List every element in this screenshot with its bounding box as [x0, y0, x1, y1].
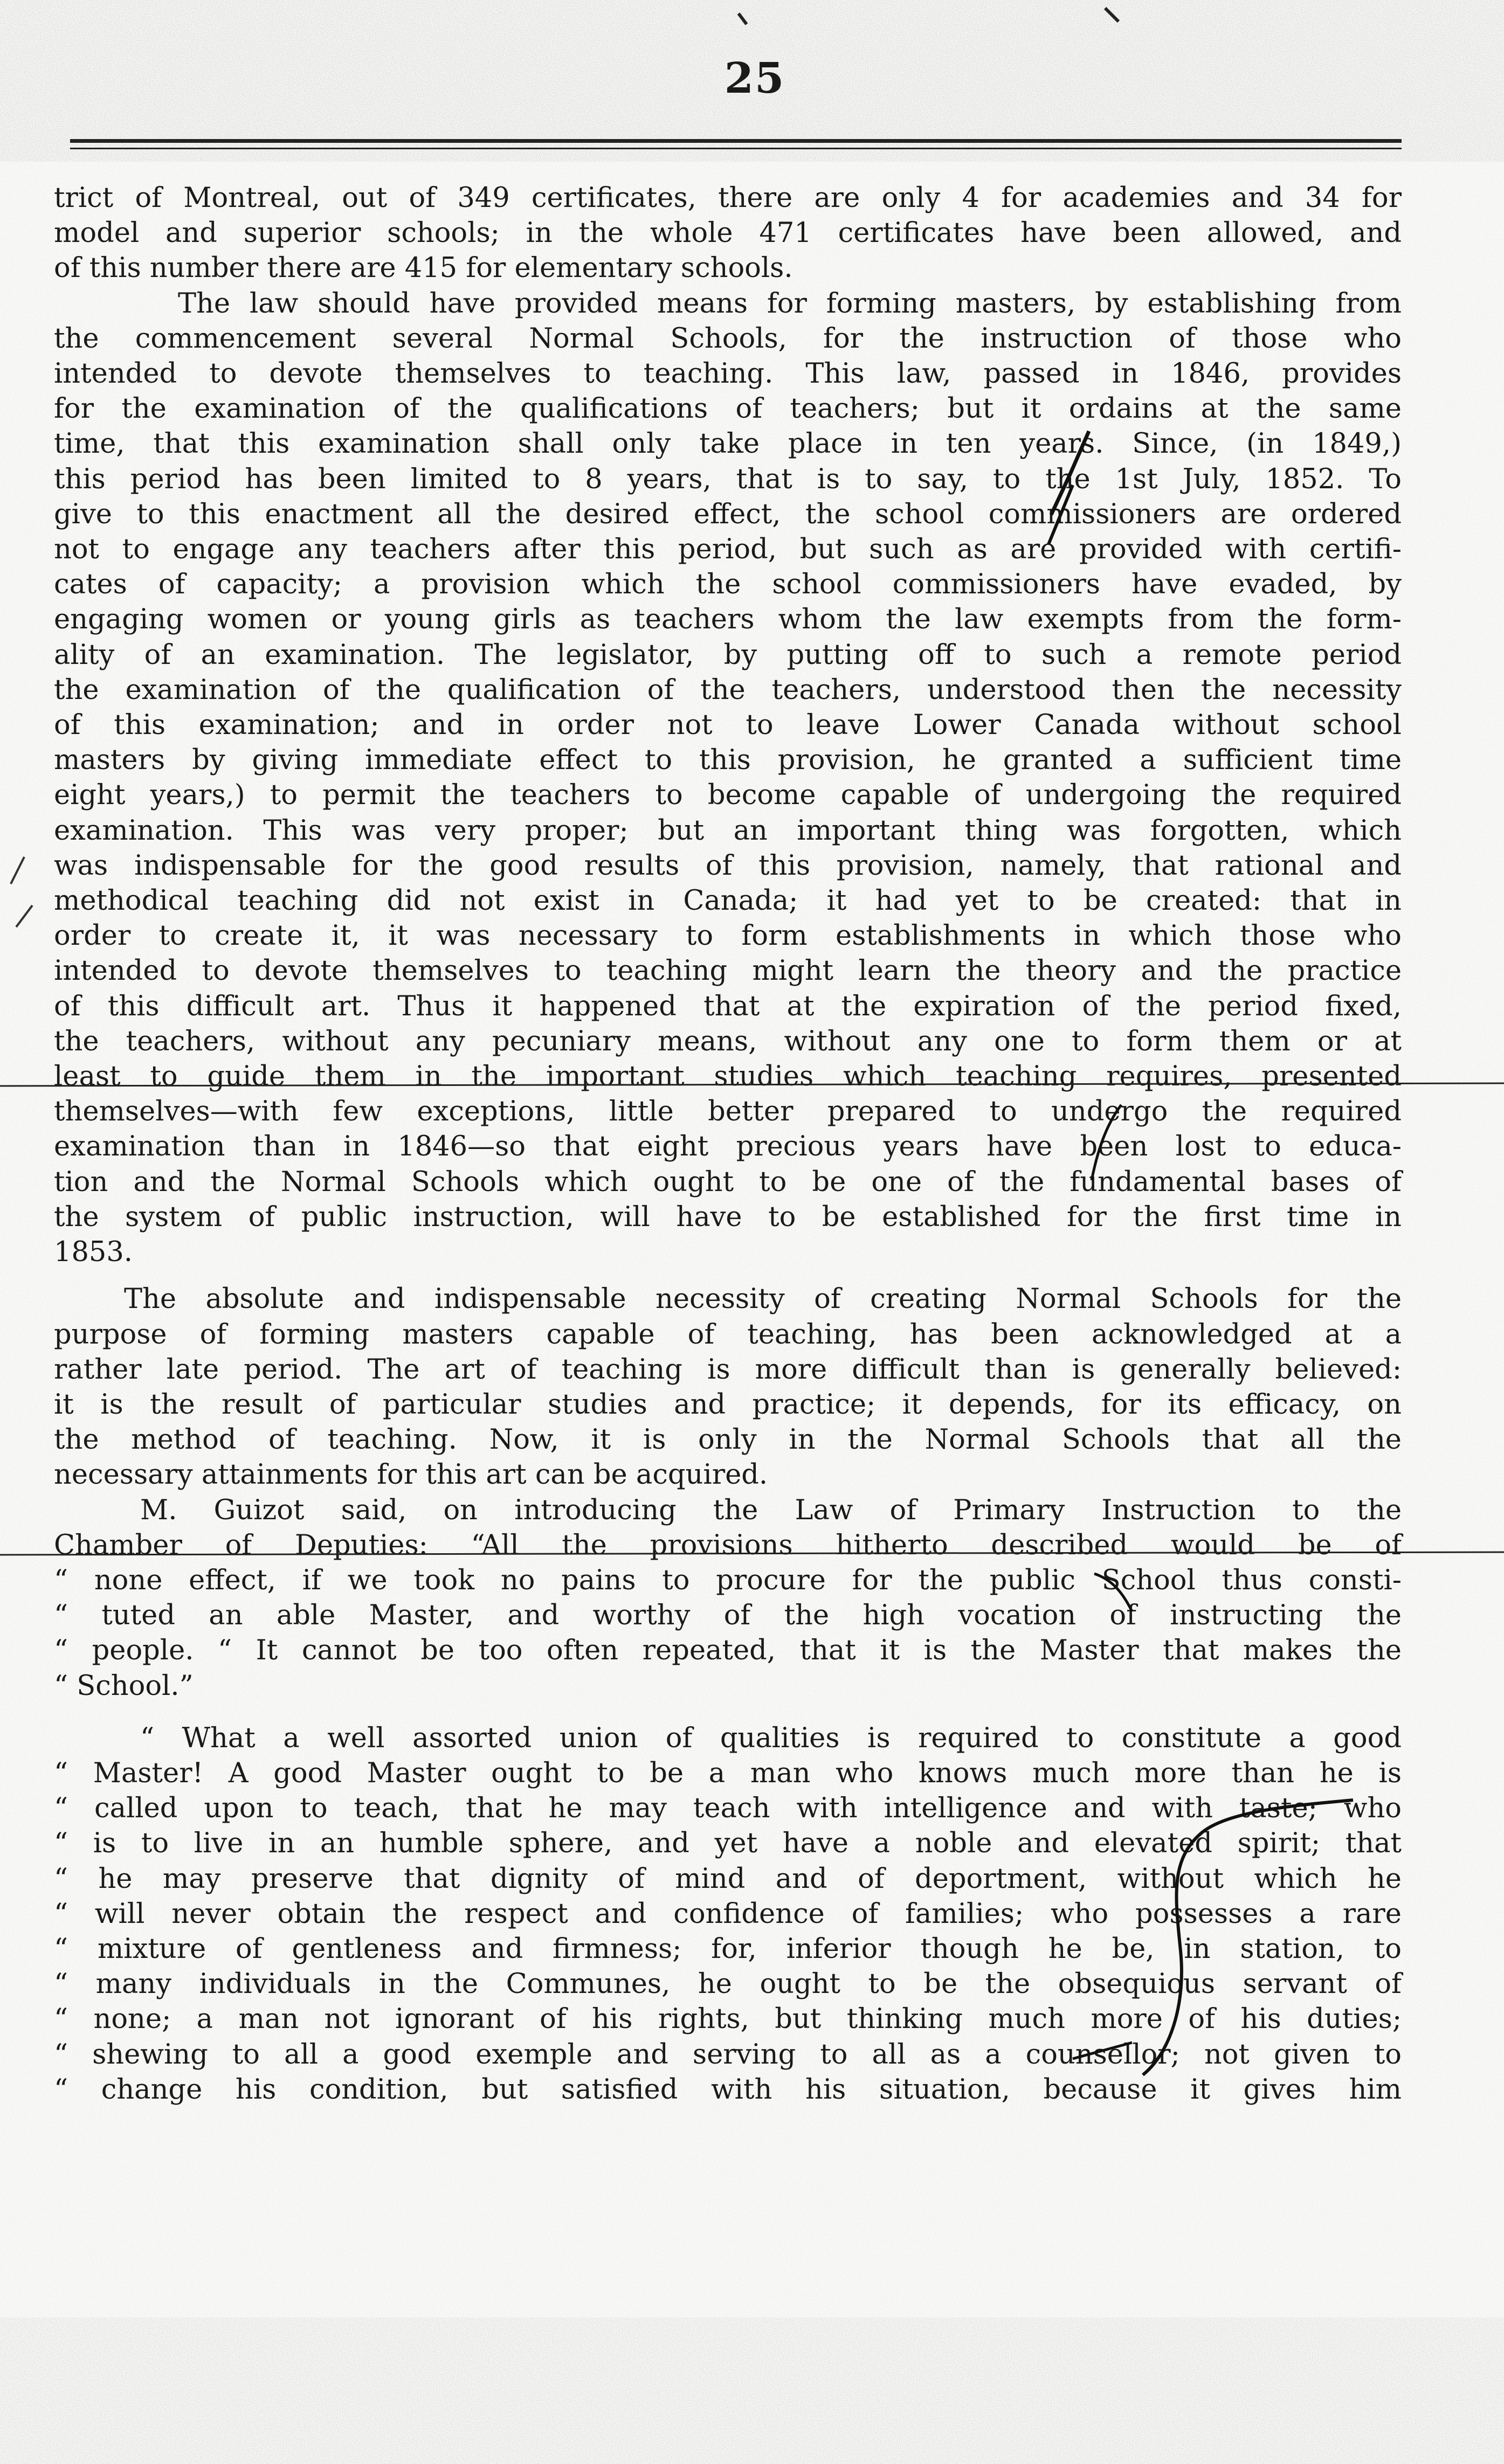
- text-line: “ none; a man not ignorant of his rights, but thinking much more of his duties;: [54, 2003, 1402, 2036]
- text-line: not to engage any teachers after this period, but such as are provided with certifi-: [54, 534, 1402, 566]
- text-line: methodical teaching did not exist in Canada; it had yet to be created: that in: [54, 885, 1402, 917]
- text-line: “ is to live in an humble sphere, and yet have a noble and elevated spirit; that: [54, 1828, 1402, 1860]
- text-line: engaging women or young girls as teachers whom the law exempts from the form-: [54, 604, 1402, 636]
- text-line: intended to devote themselves to teaching might learn the theory and the practice: [54, 955, 1402, 987]
- text-line: least to guide them in the important studies which teaching requires, presented: [54, 1061, 1402, 1093]
- text-line: it is the result of particular studies and practice; it depends, for its efficacy, on: [54, 1388, 1402, 1421]
- paragraph-4: [54, 1493, 1402, 1704]
- text-line: tion and the Normal Schools which ought to be one of the fundamental bases of: [54, 1166, 1402, 1198]
- text-line: model and superior schools; in the whole 471 certificates have been allowed, and: [54, 217, 1402, 250]
- text-line: “ shewing to all a good exemple and serving to all as a counsellor; not given to: [54, 2038, 1402, 2071]
- text-line: “ mixture of gentleness and firmness; for, inferior though he be, in station, to: [54, 1933, 1402, 1965]
- body-text: [54, 181, 1402, 2107]
- text-line: “ School.”: [54, 1670, 194, 1702]
- text-line: “ many individuals in the Communes, he ought to be the obsequious servant of: [54, 1968, 1402, 2001]
- header-rule-thin: [70, 148, 1402, 149]
- text-line: give to this enactment all the desired effect, the school commissioners are ordered: [54, 498, 1402, 530]
- text-line: rather late period. The art of teaching is more difficult than is generally believed:: [54, 1353, 1402, 1386]
- text-line: necessary attainments for this art can be acquired.: [54, 1459, 768, 1491]
- text-line: purpose of forming masters capable of teaching, has been acknowledged at a: [54, 1318, 1402, 1351]
- text-line: was indispensable for the good results of this provision, namely, that rational and: [54, 849, 1402, 882]
- text-line: the examination of the qualification of the teachers, understood then the necessity: [54, 674, 1402, 706]
- text-line: “ none effect, if we took no pains to procure for the public School thus consti-: [54, 1564, 1402, 1596]
- text-line: “ tuted an able Master, and worthy of the high vocation of instructing the: [54, 1600, 1402, 1632]
- text-line: eight years,) to permit the teachers to become capable of undergoing the required: [54, 779, 1402, 812]
- text-line: the method of teaching. Now, it is only in the Normal Schools that all the: [54, 1424, 1402, 1456]
- text-line: examination. This was very proper; but an important thing was forgotten, which: [54, 814, 1402, 847]
- paragraph-3: [54, 1282, 1402, 1492]
- text-line: M. Guizot said, on introducing the Law of Primary Instruction to the: [140, 1494, 1402, 1526]
- pencil-top-mark: [739, 8, 1119, 24]
- text-line: The absolute and indispensable necessity of creating Normal Schools for the: [124, 1283, 1402, 1316]
- text-line: “ called upon to teach, that he may teach with intelligence and with taste; who: [54, 1792, 1402, 1825]
- text-line: “ will never obtain the respect and confidence of families; who possesses a rare: [54, 1898, 1402, 1930]
- text-line: of this number there are 415 for elementary schools.: [54, 252, 793, 285]
- text-line: of this examination; and in order not to leave Lower Canada without school: [54, 709, 1402, 742]
- text-line: “ people. “ It cannot be too often repeated, that it is the Master that makes the: [54, 1635, 1402, 1667]
- text-line: order to create it, it was necessary to form establishments in which those who: [54, 920, 1402, 952]
- text-line: intended to devote themselves to teaching. This law, passed in 1846, provides: [54, 358, 1402, 390]
- paragraph-1: [54, 181, 1402, 286]
- text-line: of this difficult art. Thus it happened that at the expiration of the period fixed,: [54, 990, 1402, 1022]
- text-line: the commencement several Normal Schools, for the instruction of those who: [54, 322, 1402, 355]
- text-line: masters by giving immediate effect to this provision, he granted a sufficient time: [54, 744, 1402, 777]
- paragraph-2: [54, 286, 1402, 1270]
- paragraph-5: [54, 1721, 1402, 2107]
- text-line: “ he may preserve that dignity of mind and of deportment, without which he: [54, 1863, 1402, 1895]
- text-line: 1853.: [54, 1236, 133, 1269]
- text-line: “ Master! A good Master ought to be a man who knows much more than he is: [54, 1757, 1402, 1789]
- text-line: the system of public instruction, will have to be established for the first time in: [54, 1201, 1402, 1233]
- text-line: Chamber of Deputies: “All the provisions hitherto described would be of: [54, 1529, 1402, 1561]
- page-number: 25: [724, 54, 785, 103]
- text-line: The law should have provided means for forming masters, by establishing from: [178, 287, 1402, 320]
- text-line: time, that this examination shall only take place in ten years. Since, (in 1849,): [54, 428, 1402, 460]
- text-line: “ What a well assorted union of qualities is required to constitute a good: [140, 1722, 1402, 1754]
- text-line: for the examination of the qualifications of teachers; but it ordains at the same: [54, 393, 1402, 425]
- text-line: cates of capacity; a provision which the school commissioners have evaded, by: [54, 569, 1402, 601]
- text-line: the teachers, without any pecuniary means, without any one to form them or at: [54, 1025, 1402, 1057]
- text-line: trict of Montreal, out of 349 certificates, there are only 4 for academies and 34 for: [54, 182, 1402, 214]
- text-line: examination than in 1846—so that eight precious years have been lost to educa-: [54, 1131, 1402, 1163]
- text-line: this period has been limited to 8 years, that is to say, to the 1st July, 1852. To: [54, 463, 1402, 495]
- pencil-margin-mark: [11, 857, 32, 927]
- text-line: ality of an examination. The legislator, by putting off to such a remote period: [54, 639, 1402, 671]
- text-line: “ change his condition, but satisfied with his situation, because it gives him: [54, 2073, 1402, 2106]
- text-line: themselves—with few exceptions, little better prepared to undergo the required: [54, 1096, 1402, 1128]
- header-rule-thick: [70, 139, 1402, 143]
